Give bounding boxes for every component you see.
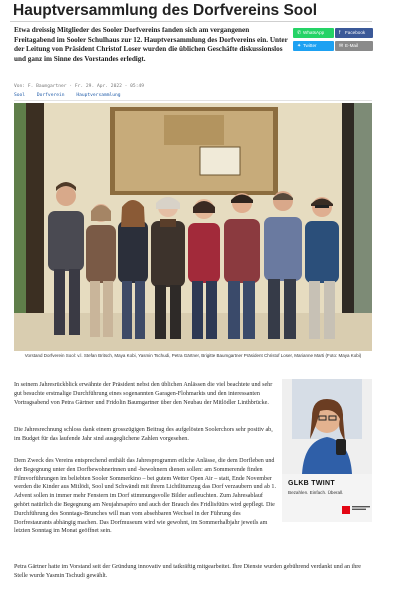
bank-logo-icon: [342, 506, 350, 514]
whatsapp-icon: ✆: [297, 30, 302, 36]
bank-wordmark-illustration: [352, 506, 372, 512]
share-email-button[interactable]: [335, 41, 373, 51]
tag-link[interactable]: Sool: [14, 93, 26, 98]
facebook-icon: f: [339, 30, 341, 36]
ad-brand: GLKB TWINT: [288, 480, 335, 487]
twitter-icon: ✦: [297, 43, 302, 49]
article-tags: [14, 93, 130, 98]
article-paragraph: Petra Gärtner hatte im Vorstand seit der Gründung innovativ und tatkräftig mitgearbeitet. Ihre Dienste wurden gebührend verdankt und an ihre Stelle wurde Yasmin Tschudi gewählt.: [14, 564, 362, 579]
article-title: Hauptversammlung des Dorfvereins Sool: [13, 2, 318, 19]
photo-caption: Vorstand Dorfverein Sool: v.l. Stefan Britsch, Maya Kobi, Yasmin Tschudi, Petra Gärtner, Brigitte Baumgartner Präsident Christof Loser, Marianne Marti (Foto: Maya Kobi): [24, 353, 362, 358]
tag-link[interactable]: Dorfverein: [36, 93, 65, 98]
share-email-label: E-Mail: [345, 43, 359, 48]
title-divider: [10, 21, 372, 22]
article-lead: Etwa dreissig Mitglieder des Sooler Dorfvereins fanden sich am vergangenen Freitagabend im Sooler Schulhaus zur 12. Hauptversammlung des Dorfvereins ein. Unter der Leitung von Präsident Christof Loser wurden die üblichen Geschäfte diskussionslos und ganz im Sinne des Vorstandes erledigt.: [14, 26, 288, 64]
article-paragraph: Die Jahresrechnung schloss dank einem grosszügigen Beitrag des aufgelösten Soolerchors sehr positiv ab, im Budget für das laufende Jahr sind ausgeglichene Zahlen vorgesehen.: [14, 427, 273, 442]
email-icon: ✉: [339, 43, 344, 49]
ad-subline: Bezahlen. Einfach. Überall.: [288, 490, 344, 495]
meta-divider: [14, 100, 372, 101]
article-paragraph: In seinem Jahresrückblick erwähnte der Präsident nebst den üblichen Anlässen die viel beachtete und sehr gut besuchte erstmalige Durchführung eines sogenannten Garagen-Flohmarkts und den interessanten Vortragsabend von Petra Gärtner und Fridolin Baumgartner über den Neubau der Mitlödler Linthbrücke.: [14, 382, 273, 406]
article-paragraph: Dem Zweck des Vereins entsprechend enthält das Jahresprogramm etliche Anlässe, die dem Dorfleben und der Begegnung unter den Dorfbewohnerinnen und -bewohnern dienen sollen: am Sommerende finden Filmvorführungen im beliebten Sooler Sommerkino – bei gutem Wetter Open Air – statt, Ende November werden die Kinder aus Mitlödi, Sool und Schwändi mit ihrem Lichtlitumzug das Dorf verzaubern und ab 1. Advent sollen in immer mehr Fenstern im Dorf stimmungsvolle Bilder aufleuchten. Zum Jahresablauf gehört natürlich die Begegnung am Neujahrsapéro und auch der Brauch des Fridlisfüürs wird gepflegt. Die Durchführung des Sonntags-Brunches will man vom absehbaren Wechsel in der Führung des Dorfrestaurants abhängig machen. Das Dorfmuseum wird wie gewohnt, im Sommerhalbjahr jeweils am letzten Sonntag im Monat geöffnet sein.: [14, 458, 276, 535]
group-photo-illustration: [14, 103, 372, 351]
share-twitter-label: Twitter: [303, 43, 317, 48]
share-facebook-label: Facebook: [345, 30, 366, 35]
tag-link[interactable]: Hauptversammlung: [76, 93, 121, 98]
bank-logo-wordmark: [352, 506, 372, 513]
article-photo: [14, 103, 372, 351]
article-header: [0, 0, 400, 20]
share-facebook-button[interactable]: [335, 28, 373, 38]
ad-portrait-illustration: [282, 379, 372, 474]
share-whatsapp-button[interactable]: [293, 28, 334, 38]
article-meta: Von: F. Baumgartner · Fr. 29. Apr. 2022 - 05:49: [14, 84, 144, 89]
share-twitter-button[interactable]: [293, 41, 334, 51]
share-whatsapp-label: WhatsApp: [303, 30, 325, 35]
advertisement[interactable]: [282, 379, 372, 522]
ad-image: [282, 379, 372, 474]
